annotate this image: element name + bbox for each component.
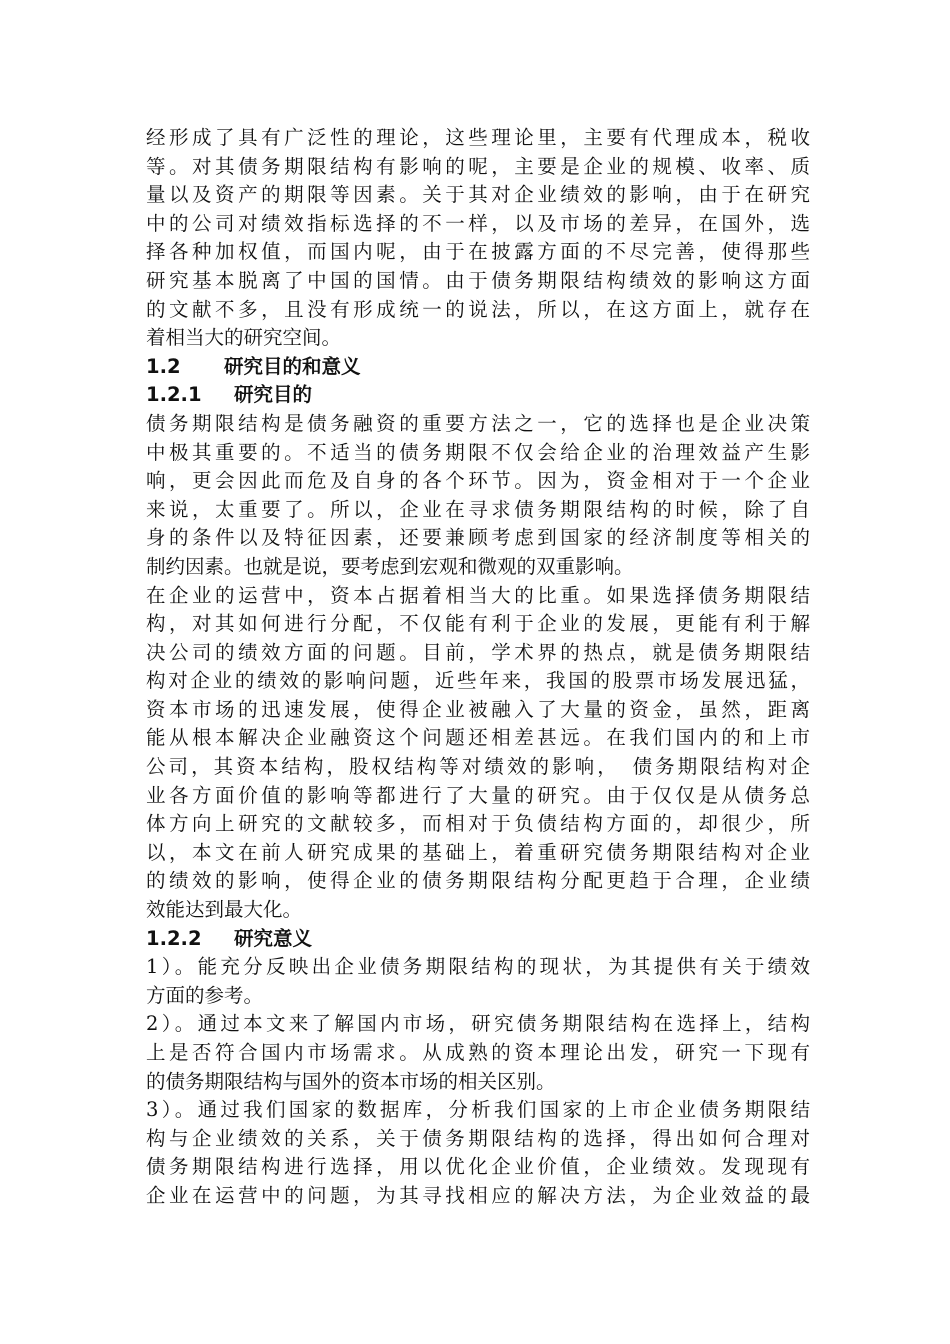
intro-paragraph (146, 124, 810, 353)
text-line: 资本市场的迅速发展，使得企业被融入了大量的资金，虽然，距离 (146, 697, 810, 721)
document-body (146, 124, 810, 1211)
text-line: 债务期限结构进行选择，用以优化企业价值，企业绩效。发现现有 (146, 1155, 810, 1179)
section-number: 1.2 (146, 354, 181, 378)
purpose-paragraph-2 (146, 582, 810, 925)
text-line: 构，对其如何进行分配，不仅能有利于企业的发展，更能有利于解 (146, 612, 810, 636)
text-line: 能从根本解决企业融资这个问题还相差甚远。在我们国内的和上市 (146, 726, 810, 750)
text-line: 2）。通过本文来了解国内市场，研究债务期限结构在选择上，结构 (146, 1012, 810, 1036)
text-line: 业各方面价值的影响等都进行了大量的研究。由于仅仅是从债务总 (146, 783, 810, 807)
section-title: 研究意义 (234, 926, 313, 950)
text-line: 响，更会因此而危及自身的各个环节。因为，资金相对于一个企业 (146, 469, 810, 493)
text-line: 量以及资产的期限等因素。关于其对企业绩效的影响，由于在研究 (146, 183, 810, 207)
text-line: 择各种加权值，而国内呢，由于在披露方面的不尽完善，使得那些 (146, 240, 810, 264)
text-line: 中极其重要的。不适当的债务期限不仅会给企业的治理效益产生影 (146, 440, 810, 464)
section-title: 研究目的 (234, 383, 313, 407)
significance-item-3 (146, 1096, 810, 1210)
text-line: 效能达到最大化。 (146, 898, 303, 922)
text-line: 着相当大的研究空间。 (146, 326, 342, 350)
text-line: 3）。通过我们国家的数据库，分析我们国家的上市企业债务期限结 (146, 1098, 810, 1122)
text-line: 上是否符合国内市场需求。从成熟的资本理论出发，研究一下现有 (146, 1041, 810, 1064)
text-line: 公司，其资本结构，股权结构等对绩效的影响， 债务期限结构对企 (146, 755, 810, 779)
section-heading-1-2-1 (146, 381, 810, 410)
text-line: 的文献不多，且没有形成统一的说法，所以，在这方面上，就存在 (146, 297, 810, 321)
text-line: 等。对其债务期限结构有影响的呢，主要是企业的规模、收率、质 (146, 154, 810, 178)
text-line: 体方向上研究的文献较多，而相对于负债结构方面的，却很少，所 (146, 812, 810, 836)
purpose-paragraph-1 (146, 410, 810, 582)
text-line: 1）。能充分反映出企业债务期限结构的现状，为其提供有关于绩效 (146, 955, 810, 979)
text-line: 身的条件以及特征因素，还要兼顾考虑到国家的经济制度等相关的 (146, 526, 810, 550)
text-line: 来说，太重要了。所以，企业在寻求债务期限结构的时候，除了自 (146, 497, 810, 521)
section-number: 1.2.1 (146, 383, 202, 407)
text-line: 的绩效的影响，使得企业的债务期限结构分配更趋于合理，企业绩 (146, 869, 810, 893)
text-line: 以，本文在前人研究成果的基础上，着重研究债务期限结构对企业 (146, 840, 810, 864)
text-line: 制约因素。也就是说，要考虑到宏观和微观的双重影响。 (146, 554, 634, 578)
text-line: 方面的参考。 (146, 983, 264, 1007)
section-number: 1.2.2 (146, 926, 202, 950)
section-heading-1-2 (146, 353, 810, 382)
text-line: 企业在运营中的问题，为其寻找相应的解决方法，为企业效益的最 (146, 1183, 810, 1207)
text-line: 构与企业绩效的关系，关于债务期限结构的选择，得出如何合理对 (146, 1126, 810, 1150)
text-line: 构对企业的绩效的影响问题，近些年来，我国的股票市场发展迅猛， (146, 669, 810, 693)
text-line: 中的公司对绩效指标选择的不一样，以及市场的差异，在国外，选 (146, 211, 810, 235)
section-heading-1-2-2 (146, 925, 810, 954)
text-line: 在企业的运营中，资本占据着相当大的比重。如果选择债务期限结 (146, 583, 810, 607)
section-title: 研究目的和意义 (224, 354, 361, 378)
text-line: 的债务期限结构与国外的资本市场的相关区别。 (146, 1069, 556, 1093)
text-line: 经形成了具有广泛性的理论，这些理论里，主要有代理成本，税收 (146, 126, 810, 149)
significance-item-1 (146, 953, 810, 1010)
text-line: 研究基本脱离了中国的国情。由于债务期限结构绩效的影响这方面 (146, 268, 810, 292)
significance-item-2 (146, 1010, 810, 1096)
text-line: 债务期限结构是债务融资的重要方法之一，它的选择也是企业决策 (146, 411, 810, 435)
text-line: 决公司的绩效方面的问题。目前，学术界的热点，就是债务期限结 (146, 640, 810, 664)
